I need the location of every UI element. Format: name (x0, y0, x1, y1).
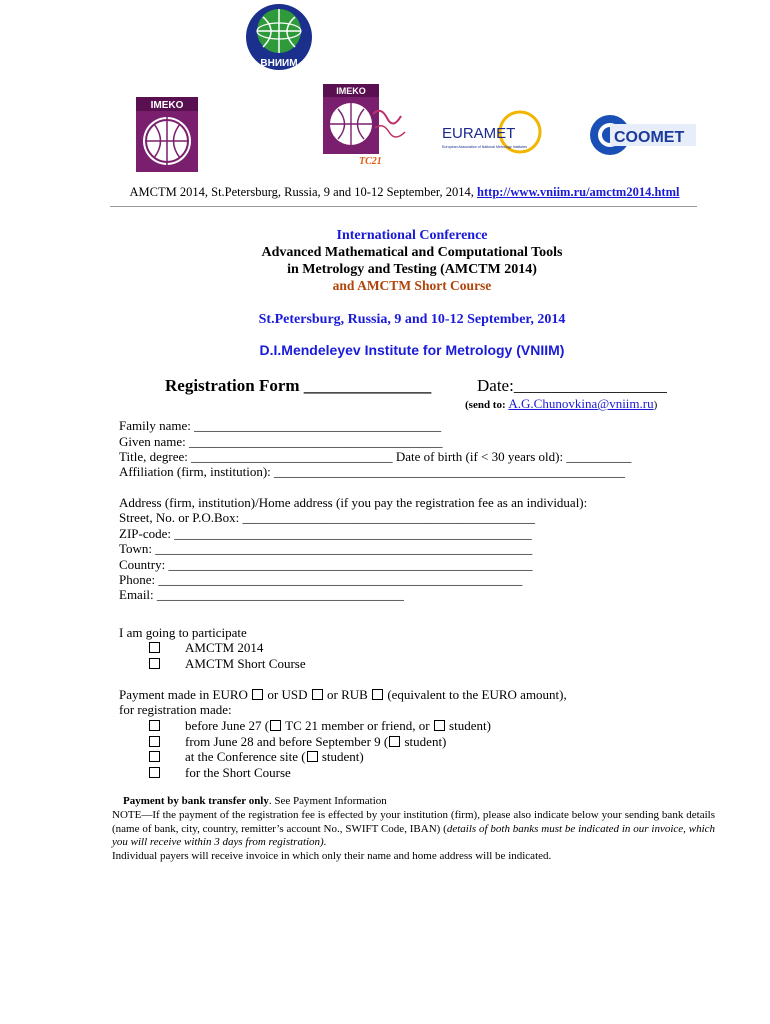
svg-text:IMEKO: IMEKO (336, 86, 366, 96)
early-label: before June 27 ( (185, 718, 270, 733)
late-checkbox[interactable] (149, 736, 160, 747)
family-name-field[interactable]: Family name: ______________________________________ (119, 418, 442, 433)
date-field[interactable]: Date:__________________ (477, 376, 667, 395)
town-field[interactable]: Town: __________________________________________________________ (119, 541, 533, 556)
svg-text:TC21: TC21 (359, 156, 382, 167)
registration-form-title: Registration Form _______________ (165, 376, 432, 395)
bank-transfer-rest: . See Payment Information (268, 795, 387, 807)
participation-intro: I am going to participate (119, 625, 247, 640)
euro-checkbox[interactable] (252, 689, 263, 700)
send-to-label: (send to: (465, 399, 509, 411)
late-student-label: student) (401, 734, 447, 749)
onsite-checkbox[interactable] (149, 751, 160, 762)
rub-checkbox[interactable] (372, 689, 383, 700)
street-field[interactable]: Street, No. or P.O.Box: _____________________________________________ (119, 510, 535, 525)
onsite-label: at the Conference site ( (185, 749, 306, 764)
header-text: AMCTM 2014, St.Petersburg, Russia, 9 and 10-12 September, 2014, (129, 185, 478, 199)
email-field[interactable]: Email: ______________________________________ (119, 587, 404, 602)
bank-transfer-bold: Payment by bank transfer only (123, 795, 269, 807)
conference-location: St.Petersburg, Russia, 9 and 10-12 September, 2014 (258, 312, 566, 327)
currency-euro-label: Payment made in EURO (119, 687, 252, 702)
coomet-logo (590, 110, 696, 160)
conference-link[interactable]: http://www.vniim.ru/amctm2014.html (477, 185, 680, 199)
bank-note-plain: NOTE—If the payment of the registration fee is effected by your institution (firm), please also indicate below your sending bank details (name of bank, city, country, remitter’s account No., SWIFT Code, IBAN) ( (112, 809, 715, 835)
amctm-label: AMCTM 2014 (185, 640, 264, 655)
tc21-member-label: TC 21 member or friend, or (282, 718, 433, 733)
short-course-fee-label: for the Short Course (185, 765, 291, 780)
header-divider (110, 206, 697, 207)
svg-text:COOMET: COOMET (614, 129, 685, 146)
payment-option-short-course[interactable] (148, 765, 291, 780)
late-student-checkbox[interactable] (389, 736, 400, 747)
participation-option-amctm[interactable] (148, 640, 263, 655)
currency-usd-label: or USD (264, 687, 311, 702)
early-checkbox[interactable] (149, 720, 160, 731)
payment-option-late[interactable] (148, 734, 446, 749)
euramet-logo (440, 110, 558, 160)
institute-name: D.I.Mendeleyev Institute for Metrology (VNIIM) (259, 342, 565, 358)
bank-note (112, 809, 715, 850)
bank-transfer-line (123, 795, 387, 807)
vniim-logo (243, 3, 315, 85)
svg-text:IMEKO: IMEKO (150, 100, 184, 111)
svg-text:ВНИИМ: ВНИИМ (260, 58, 298, 69)
early-student-label: student) (445, 718, 491, 733)
given-name-field[interactable]: Given name: _______________________________________ (119, 434, 443, 449)
bank-note-italic: details of both banks must be indicated in our invoice, which you will receive within 3 days from registration). (112, 822, 716, 848)
send-to-email[interactable]: A.G.Chunovkina@vniim.ru (508, 396, 654, 411)
tc21-member-checkbox[interactable] (270, 720, 281, 731)
participation-option-short-course[interactable] (148, 656, 306, 671)
address-intro: Address (firm, institution)/Home address (if you pay the registration fee as an individual): (119, 495, 588, 510)
conference-type: International Conference (336, 228, 488, 243)
title-degree-field[interactable]: Title, degree: _______________________________ Date of birth (if < 30 years old): __________ (119, 449, 632, 464)
individual-payers-note: Individual payers will receive invoice in which only their name and home address will be indicated. (112, 850, 552, 862)
onsite-student-checkbox[interactable] (307, 751, 318, 762)
short-course-title: and AMCTM Short Course (332, 278, 492, 293)
usd-checkbox[interactable] (312, 689, 323, 700)
payment-option-onsite[interactable] (148, 749, 364, 764)
phone-field[interactable]: Phone: ________________________________________________________ (119, 572, 523, 587)
late-label: from June 28 and before September 9 ( (185, 734, 389, 749)
conference-title-line1: Advanced Mathematical and Computational Tools (261, 245, 563, 260)
short-course-fee-checkbox[interactable] (149, 767, 160, 778)
imeko-tc21-logo (323, 84, 415, 170)
imeko-logo (136, 97, 198, 172)
country-field[interactable]: Country: ________________________________________________________ (119, 557, 533, 572)
payment-intro2: for registration made: (119, 702, 232, 717)
onsite-student-label: student) (318, 749, 364, 764)
send-to (465, 396, 657, 412)
conference-title-line2: in Metrology and Testing (AMCTM 2014) (287, 262, 537, 277)
short-course-checkbox[interactable] (149, 658, 160, 669)
short-course-label: AMCTM Short Course (185, 656, 306, 671)
svg-text:1842: 1842 (271, 72, 287, 79)
payment-currency (119, 687, 567, 702)
currency-rub-label: or RUB (323, 687, 372, 702)
amctm-checkbox[interactable] (149, 642, 160, 653)
svg-text:EURAMET: EURAMET (442, 125, 516, 142)
payment-option-early[interactable] (148, 718, 491, 733)
conference-header (112, 185, 697, 200)
currency-note: (equivalent to the EURO amount), (384, 687, 567, 702)
zip-field[interactable]: ZIP-code: _______________________________________________________ (119, 526, 532, 541)
svg-text:European Association of Nation: European Association of National Metrology Institutes (442, 145, 528, 149)
affiliation-field[interactable]: Affiliation (firm, institution): ______________________________________________________ (119, 464, 626, 479)
early-student-checkbox[interactable] (434, 720, 445, 731)
send-to-close: ) (653, 399, 658, 411)
